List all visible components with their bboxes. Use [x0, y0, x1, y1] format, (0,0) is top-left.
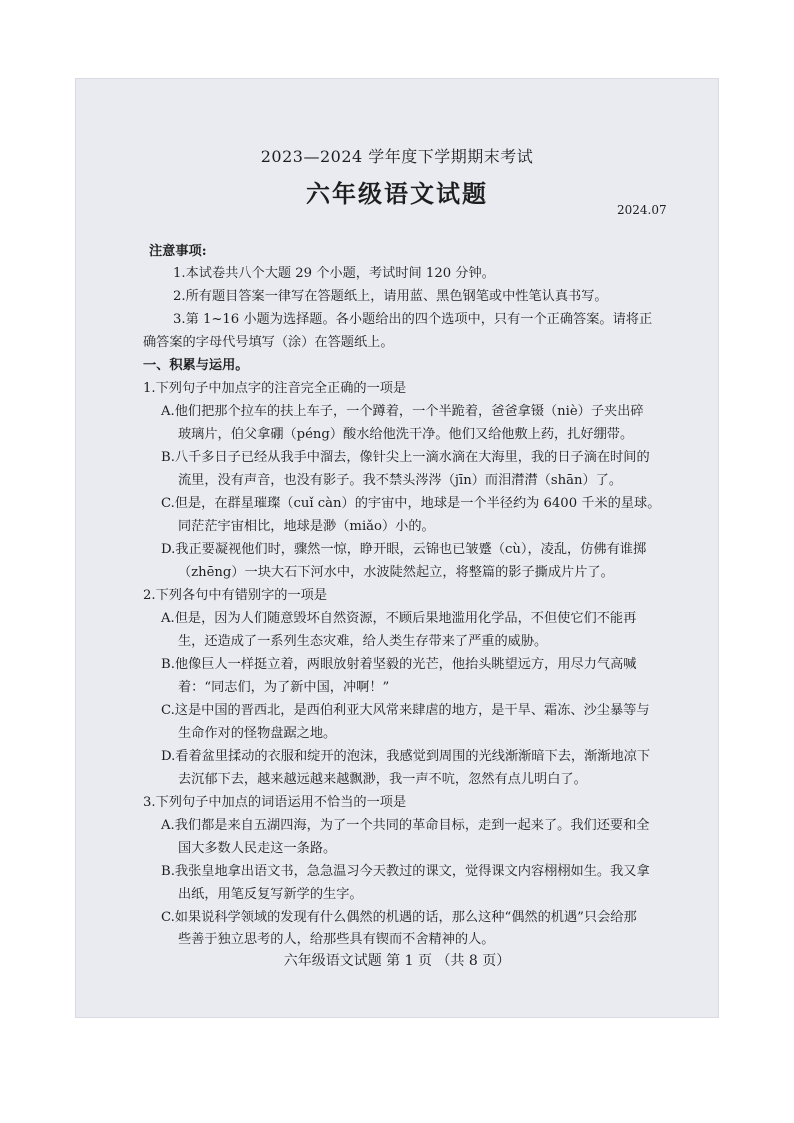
question-stem: 2.下列各句中有错别字的一项是: [143, 588, 328, 603]
exam-paper: [75, 78, 719, 1018]
option-line: （zhēng）一块大石下河水中，水波陡然起立，将整篇的影子撕成片片了。: [178, 565, 614, 580]
question-stem: 1.下列句子中加点字的注音完全正确的一项是: [143, 381, 407, 396]
option-line: A.我们都是来自五湖四海，为了一个共同的革命目标，走到一起来了。我们还要和全: [161, 818, 650, 833]
note-item: 确答案的字母代号填写（涂）在答题纸上。: [143, 335, 394, 350]
note-item: 3.第 1~16 小题为选择题。各小题给出的四个选项中，只有一个正确答案。请将正: [173, 312, 653, 327]
option-line: B.我张皇地拿出语文书，急急温习今天教过的课文，觉得课文内容栩栩如生。我又拿: [161, 864, 650, 879]
option-line: D.看着盆里揉动的衣服和绽开的泡沫，我感觉到周围的光线渐渐暗下去，渐渐地凉下: [161, 749, 651, 764]
option-line: C.这是中国的晋西北，是西伯利亚大风常来肆虐的地方，是干旱、霜冻、沙尘暴等与: [161, 703, 650, 718]
paper-title: 六年级语文试题: [306, 179, 488, 208]
section-heading: 一、积累与运用。: [143, 358, 249, 373]
option-line: C.如果说科学领域的发现有什么偶然的机遇的话，那么这种“偶然的机遇”只会给那: [161, 910, 637, 925]
page-footer: 六年级语文试题 第 1 页 （共 8 页）: [283, 953, 511, 969]
option-line: A.他们把那个拉车的扶上车子，一个蹲着，一个半跪着，爸爸拿镊（niè）子夹出碎: [161, 404, 644, 419]
exam-date: 2024.07: [617, 203, 667, 217]
option-line: 生命作对的怪物盘踞之地。: [178, 726, 337, 741]
option-line: C.但是，在群星璀璨（cuǐ càn）的宇宙中，地球是一个半径约为 6400 千米的星球。: [161, 496, 661, 511]
question-stem: 3.下列句子中加点的词语运用不恰当的一项是: [143, 795, 407, 810]
note-item: 2.所有题目答案一律写在答题纸上，请用蓝、黑色钢笔或中性笔认真书写。: [173, 289, 608, 304]
option-line: 生，还造成了一系列生态灾难，给人类生存带来了严重的威胁。: [178, 634, 548, 649]
option-line: 流里，没有声音，也没有影子。我不禁头涔涔（jīn）而泪潸潸（shān）了。: [178, 473, 623, 488]
option-line: 去沉郁下去，越来越远越来越飘渺，我一声不吭，忽然有点儿明白了。: [178, 772, 587, 787]
option-line: 着：“同志们，为了新中国，冲啊！”: [178, 680, 390, 695]
option-line: 出纸，用笔反复写新学的生字。: [178, 887, 363, 902]
option-line: B.八千多日子已经从我手中溜去，像针尖上一滴水滴在大海里，我的日子滴在时间的: [161, 450, 650, 465]
note-item: 1.本试卷共八个大题 29 个小题，考试时间 120 分钟。: [173, 266, 495, 281]
notes-heading: 注意事项:: [149, 244, 207, 259]
option-line: 同茫茫宇宙相比，地球是渺（miǎo）小的。: [178, 519, 435, 534]
option-line: A.但是，因为人们随意毁坏自然资源，不顾后果地滥用化学品，不但使它们不能再: [161, 611, 637, 626]
option-line: D.我正要凝视他们时，骤然一惊，睁开眼，云锦也已皱蹙（cù），凌乱，仿佛有谁掷: [161, 542, 647, 557]
option-line: 国大多数人民走这一条路。: [178, 841, 337, 856]
option-line: B.他像巨人一样挺立着，两眼放射着坚毅的光芒，他抬头眺望远方，用尽力气高喊: [161, 657, 637, 672]
option-line: 些善于独立思考的人，给那些具有锲而不舍精神的人。: [178, 932, 495, 947]
option-line: 玻璃片，伯父拿硼（péng）酸水给他洗干净。他们又给他敷上药，扎好绷带。: [178, 427, 634, 442]
exam-title: 2023—2024 学年度下学期期末考试: [260, 147, 534, 166]
